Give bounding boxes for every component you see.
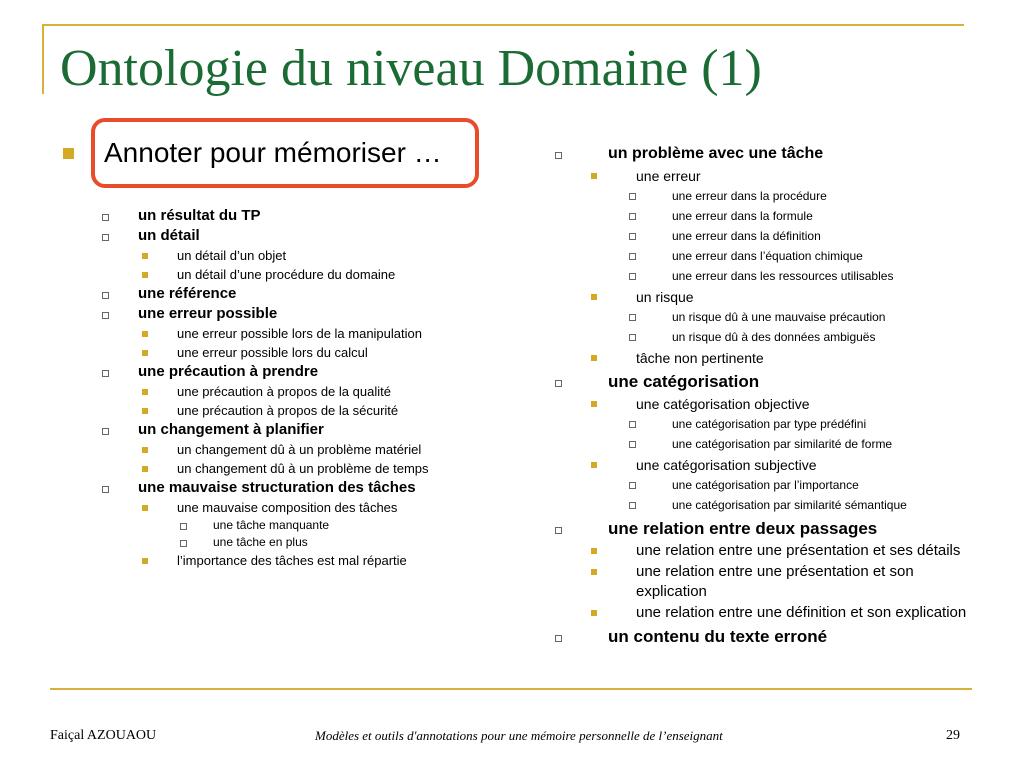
- list-item: une catégorisation par similarité de forme: [553, 434, 1019, 454]
- checkbox-bullet-icon: [629, 421, 636, 428]
- square-bullet-icon: [591, 173, 597, 179]
- checkbox-bullet-icon: [102, 370, 109, 377]
- square-bullet-icon: [142, 389, 148, 395]
- checkbox-bullet-icon: [102, 214, 109, 221]
- checkbox-bullet-icon: [555, 152, 562, 159]
- list-item: un risque dû à des données ambiguës: [553, 327, 1019, 347]
- square-bullet-icon: [591, 569, 597, 575]
- checkbox-bullet-icon: [555, 527, 562, 534]
- list-item: une tâche manquante: [100, 517, 520, 534]
- checkbox-bullet-icon: [555, 380, 562, 387]
- list-item: un résultat du TP: [100, 206, 520, 226]
- square-bullet-icon: [591, 462, 597, 468]
- left-column: [100, 206, 520, 570]
- list-item: une précaution à propos de la qualité: [100, 382, 520, 401]
- list-item: une catégorisation par l’importance: [553, 475, 1019, 495]
- square-bullet-icon: [142, 272, 148, 278]
- list-item: une précaution à propos de la sécurité: [100, 401, 520, 420]
- list-item: tâche non pertinente: [553, 348, 1019, 368]
- square-bullet-icon: [142, 558, 148, 564]
- list-item: un détail d’un objet: [100, 246, 520, 265]
- checkbox-bullet-icon: [102, 486, 109, 493]
- square-bullet-icon: [142, 350, 148, 356]
- checkbox-bullet-icon: [629, 502, 636, 509]
- list-item: un problème avec une tâche: [553, 143, 1019, 165]
- square-bullet-icon: [591, 548, 597, 554]
- bottom-rule: [50, 688, 972, 690]
- square-bullet-icon: [142, 408, 148, 414]
- left-rule: [42, 24, 44, 94]
- square-bullet-icon: [142, 253, 148, 259]
- main-bullet-text: Annoter pour mémoriser …: [104, 137, 442, 168]
- square-bullet-icon: [591, 610, 597, 616]
- list-item: une erreur possible: [100, 304, 520, 324]
- list-item: un changement dû à un problème matériel: [100, 440, 520, 459]
- list-item: un contenu du texte erroné: [553, 626, 1019, 648]
- square-bullet-icon: [591, 401, 597, 407]
- checkbox-bullet-icon: [629, 273, 636, 280]
- footer-subtitle: Modèles et outils d'annotations pour une mémoire personnelle de l’enseignant: [315, 728, 723, 743]
- list-item: une relation entre une présentation et son explication: [553, 562, 976, 602]
- list-item: une erreur possible lors du calcul: [100, 343, 520, 362]
- square-bullet-icon: [142, 447, 148, 453]
- list-item: une erreur dans la formule: [553, 206, 1019, 226]
- list-item: une erreur dans les ressources utilisables: [553, 266, 1019, 286]
- list-item: une catégorisation par type prédéfini: [553, 414, 1019, 434]
- checkbox-bullet-icon: [629, 314, 636, 321]
- list-item: une catégorisation subjective: [553, 455, 1019, 475]
- square-bullet-icon: [591, 355, 597, 361]
- page-number: 29: [946, 728, 960, 743]
- list-item: une erreur dans la procédure: [553, 186, 1019, 206]
- list-item: un changement dû à un problème de temps: [100, 459, 520, 478]
- square-bullet-icon: [142, 331, 148, 337]
- checkbox-bullet-icon: [180, 523, 187, 530]
- list-item: une catégorisation: [553, 371, 1019, 393]
- list-item: une tâche en plus: [100, 534, 520, 551]
- list-item: une erreur: [553, 166, 1019, 186]
- checkbox-bullet-icon: [102, 428, 109, 435]
- list-item: une erreur dans l’équation chimique: [553, 246, 1019, 266]
- list-item: une catégorisation objective: [553, 394, 1019, 414]
- square-bullet-icon: [591, 294, 597, 300]
- list-item: un détail d’une procédure du domaine: [100, 265, 520, 284]
- top-rule: [42, 24, 964, 26]
- list-item: une mauvaise composition des tâches: [100, 498, 520, 517]
- checkbox-bullet-icon: [629, 334, 636, 341]
- slide-title: Ontologie du niveau Domaine (1): [60, 40, 762, 97]
- checkbox-bullet-icon: [629, 213, 636, 220]
- checkbox-bullet-icon: [629, 233, 636, 240]
- checkbox-bullet-icon: [629, 253, 636, 260]
- list-item: un risque: [553, 287, 1019, 307]
- list-item: une mauvaise structuration des tâches: [100, 478, 520, 498]
- square-bullet-icon: [142, 505, 148, 511]
- list-item: une relation entre une présentation et ses détails: [553, 541, 1019, 561]
- checkbox-bullet-icon: [102, 292, 109, 299]
- list-item: un risque dû à une mauvaise précaution: [553, 307, 1019, 327]
- checkbox-bullet-icon: [555, 635, 562, 642]
- checkbox-bullet-icon: [102, 312, 109, 319]
- checkbox-bullet-icon: [629, 193, 636, 200]
- checkbox-bullet-icon: [629, 482, 636, 489]
- square-bullet-icon: [142, 466, 148, 472]
- list-item: une erreur possible lors de la manipulation: [100, 324, 520, 343]
- checkbox-bullet-icon: [102, 234, 109, 241]
- footer-author: Faiçal AZOUAOU: [50, 728, 157, 743]
- list-item: une précaution à prendre: [100, 362, 520, 382]
- list-item: une relation entre deux passages: [553, 518, 1019, 540]
- list-item: un changement à planifier: [100, 420, 520, 440]
- list-item: une erreur dans la définition: [553, 226, 1019, 246]
- right-column: [553, 140, 1019, 648]
- checkbox-bullet-icon: [180, 540, 187, 547]
- list-item: une catégorisation par similarité sémantique: [553, 495, 1019, 515]
- main-bullet-icon: [63, 148, 74, 159]
- list-item: l’importance des tâches est mal répartie: [100, 551, 520, 570]
- list-item: une relation entre une définition et son explication: [553, 603, 1019, 623]
- checkbox-bullet-icon: [629, 441, 636, 448]
- list-item: une référence: [100, 284, 520, 304]
- list-item: un détail: [100, 226, 520, 246]
